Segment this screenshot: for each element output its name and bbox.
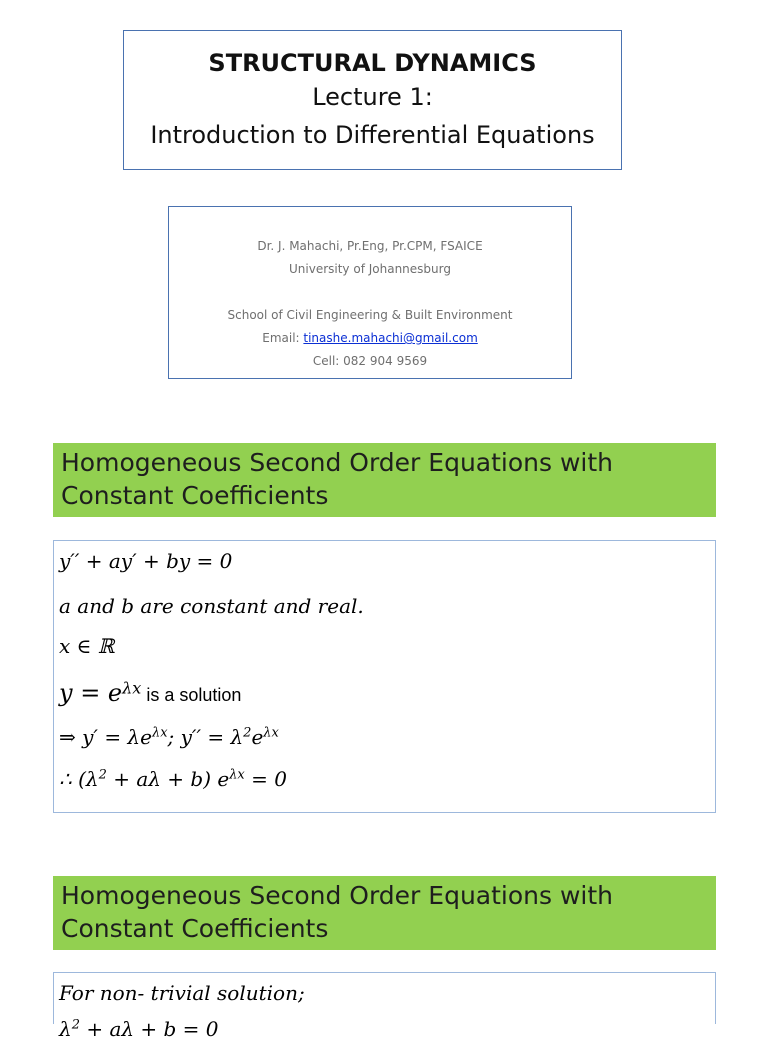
trial-solution-lhs: y = e	[59, 679, 123, 707]
char-eq-rest: + aλ + b = 0	[79, 1017, 219, 1041]
char-eq-lambda: λ	[59, 1017, 72, 1041]
derivative-second-square: 2	[243, 725, 252, 741]
slide2-header	[53, 876, 716, 950]
author-name: Dr. J. Mahachi, Pr.Eng, Pr.CPM, FSAICE	[257, 239, 483, 253]
email-label: Email:	[262, 331, 304, 345]
characteristic-line	[59, 767, 287, 791]
author-school: School of Civil Engineering & Built Environment	[227, 308, 513, 322]
author-university: University of Johannesburg	[289, 262, 451, 276]
slide2-header-line1: Homogeneous Second Order Equations with	[61, 881, 614, 910]
author-email-line	[169, 327, 571, 350]
trial-solution-text: is a solution	[141, 685, 242, 705]
coefficients-note: a and b are constant and real.	[59, 594, 364, 618]
domain-statement: x ∈ ℝ	[59, 634, 115, 658]
lecture-topic: Introduction to Differential Equations	[150, 121, 595, 149]
derivative-second-exponent: λx	[263, 725, 279, 741]
author-cell: Cell: 082 904 9569	[312, 354, 428, 368]
characteristic-square: 2	[98, 767, 107, 783]
characteristic-equation	[59, 1017, 219, 1041]
slide1-header-line1: Homogeneous Second Order Equations with	[61, 448, 614, 477]
ode-equation: y′′ + ay′ + by = 0	[59, 549, 233, 573]
lecture-title-box	[123, 30, 622, 170]
char-eq-square: 2	[71, 1017, 80, 1033]
derivative-second-e: e	[251, 725, 264, 749]
trial-solution-exponent: λx	[122, 678, 142, 698]
author-info-box	[168, 206, 572, 379]
characteristic-part-b: + aλ + b) e	[106, 767, 230, 791]
derivative-first-exponent: λx	[151, 725, 168, 741]
lecture-number: Lecture 1:	[312, 83, 433, 111]
trial-solution-line	[59, 679, 241, 707]
derivative-second: ; y′′ = λ	[167, 725, 244, 749]
derivative-first: ⇒ y′ = λe	[59, 725, 152, 749]
derivatives-line	[59, 725, 279, 749]
course-title: STRUCTURAL DYNAMICS	[208, 49, 537, 77]
email-link[interactable]: tinashe.mahachi@gmail.com	[303, 331, 478, 345]
characteristic-part-c: = 0	[244, 767, 287, 791]
nontrivial-note: For non- trivial solution;	[59, 981, 305, 1005]
slide1-header-line2: Constant Coefficients	[61, 481, 329, 510]
slide1-content	[53, 540, 716, 813]
characteristic-part-a: ∴ (λ	[59, 767, 99, 791]
slide1-header	[53, 443, 716, 517]
slide2-header-line2: Constant Coefficients	[61, 914, 329, 943]
characteristic-exponent: λx	[229, 767, 245, 783]
